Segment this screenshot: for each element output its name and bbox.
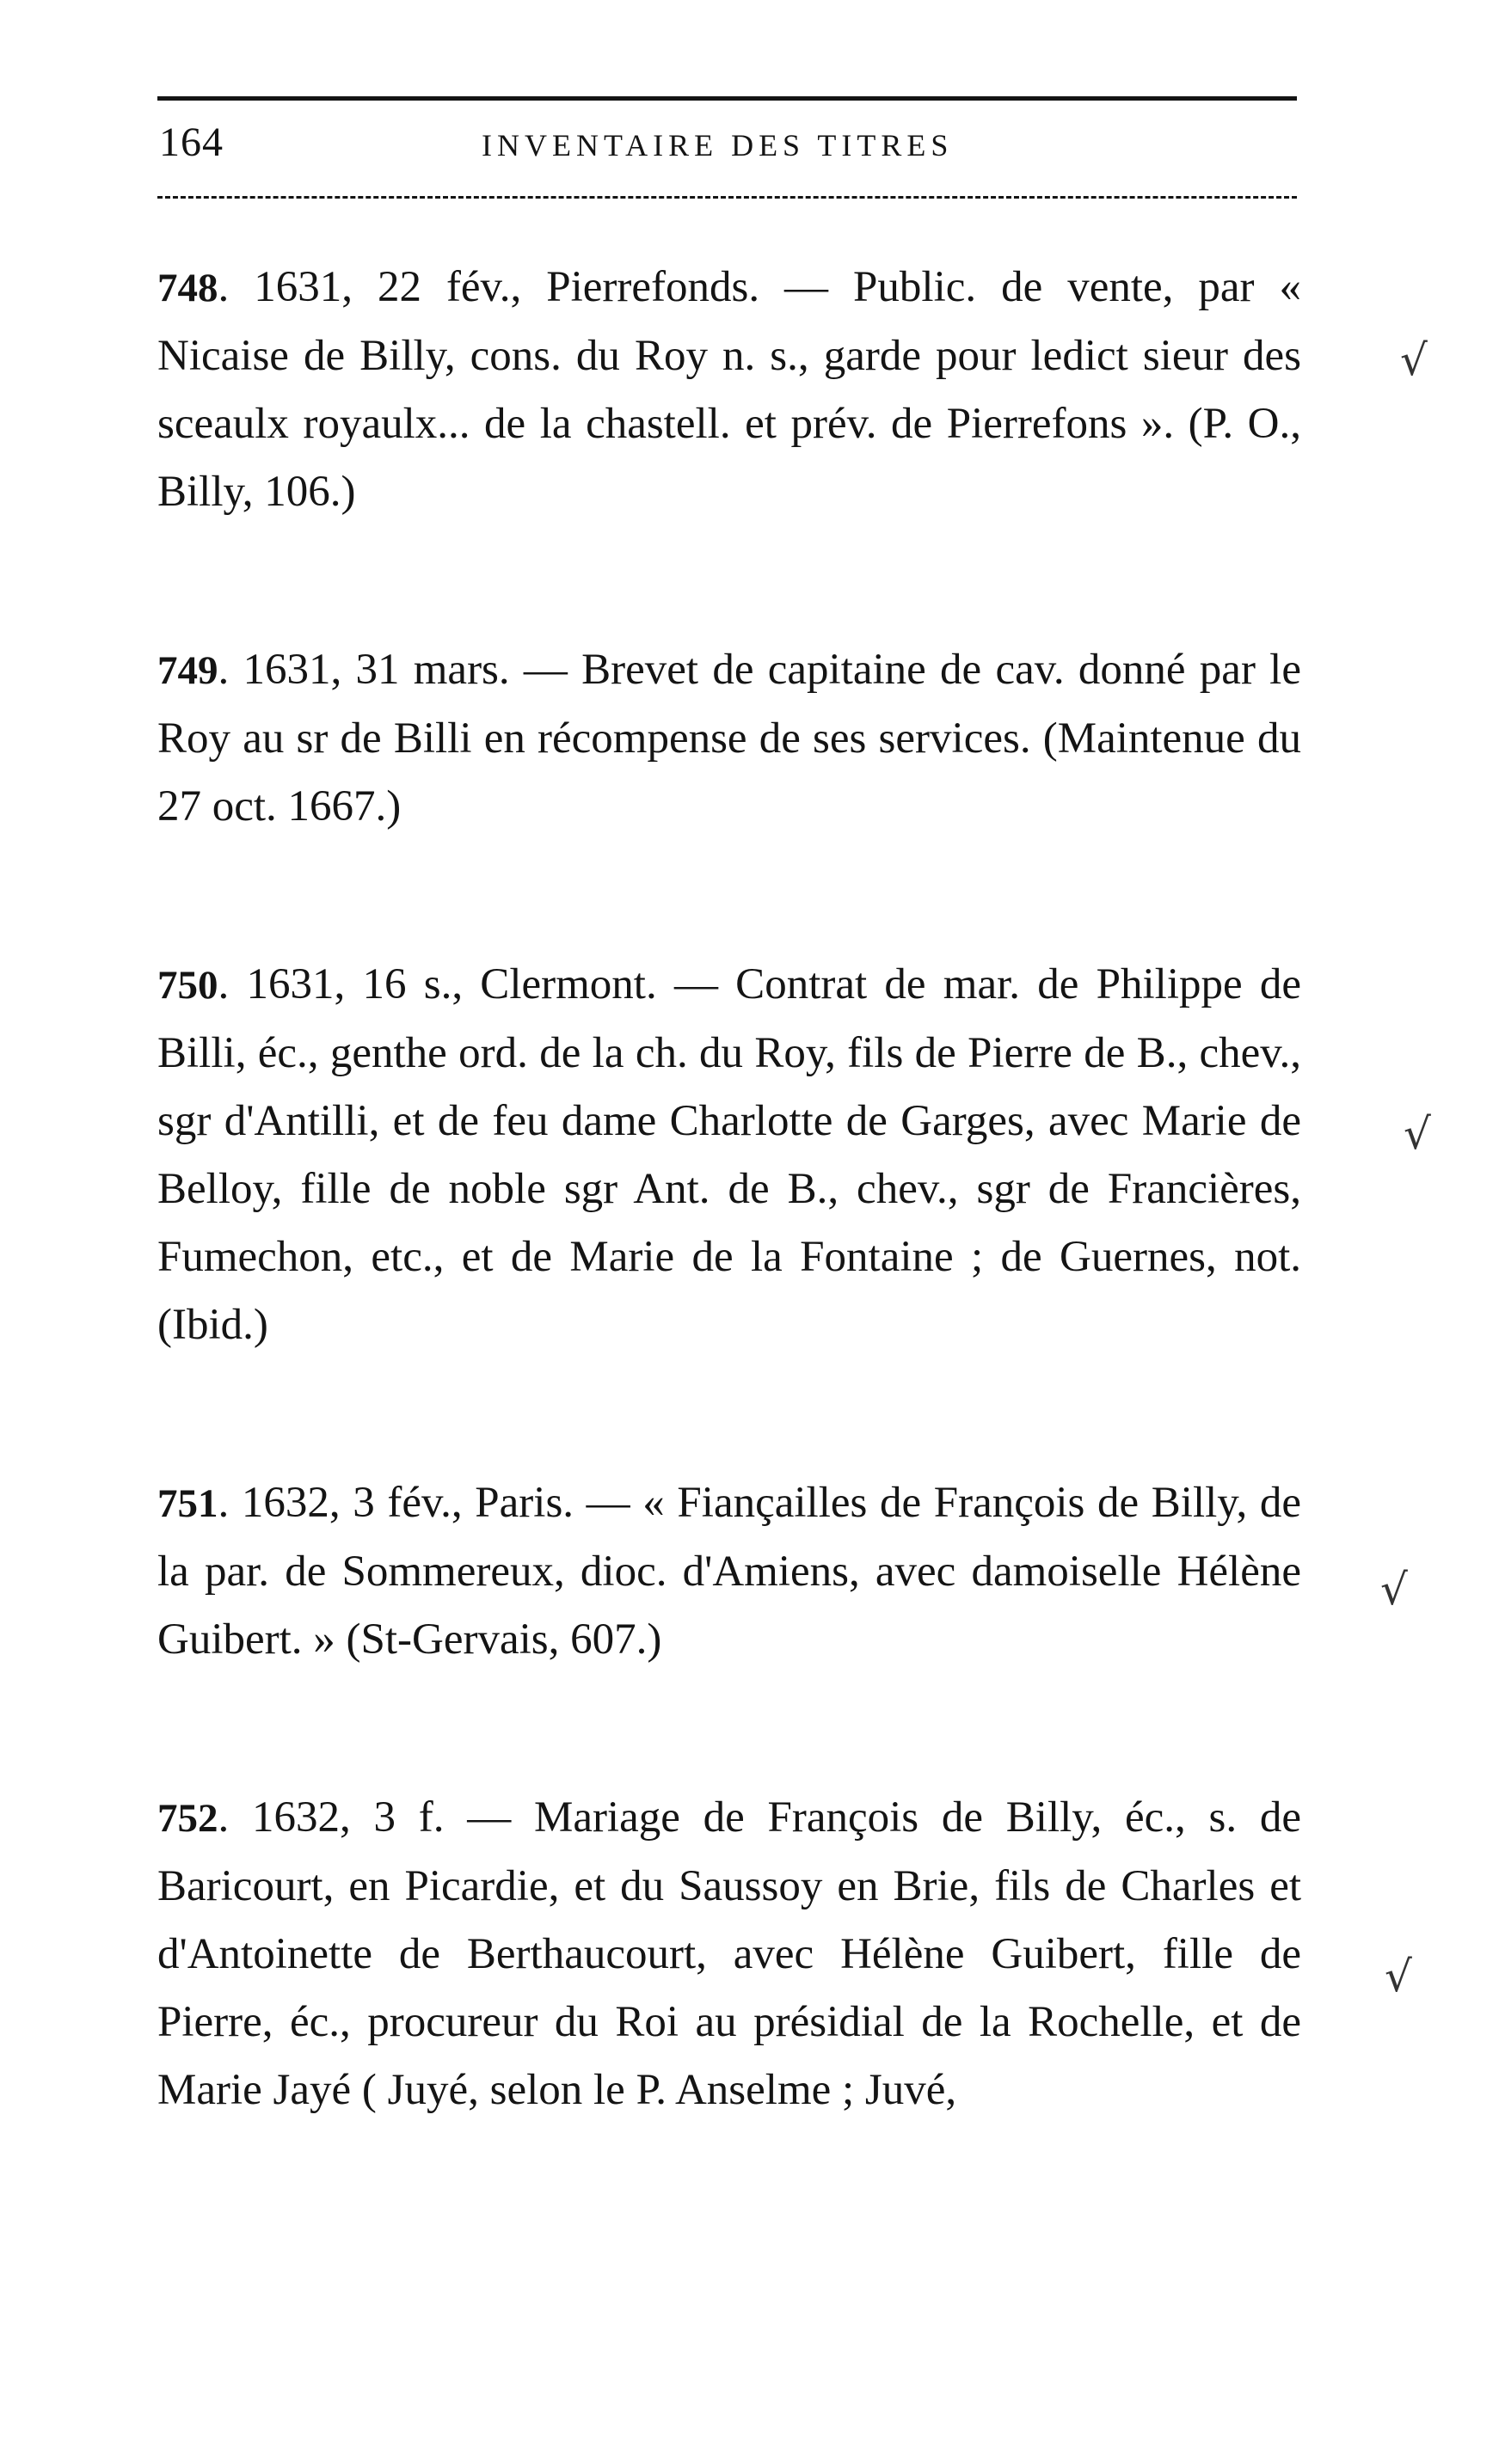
entry-751 [157, 1469, 1301, 1674]
entry-number: 750 [157, 963, 218, 1008]
entry-text: . 1631, 31 mars. — Brevet de capitaine de cav. donné par le Roy au sr de Billi en récompense de ses services. (Maintenue du 27 oct. 1667.) [157, 646, 1301, 831]
entry-752 [157, 1784, 1301, 2124]
checkmark-icon: √ [1404, 1109, 1431, 1159]
entry-text: . 1631, 16 s., Clermont. — Contrat de mar. de Philippe de Billi, éc., genthe ord. de la ch. du Roy, fils de Pierre de B., chev., sgr d'Antilli, et de feu dame Charlotte de Garges, avec Marie de Belloy, fille de noble sgr Ant. de B., chev., sgr de Francières, Fumechon, etc., et de Marie de la Fontaine ; de Guernes, not. (Ibid.) [157, 960, 1301, 1349]
entry-748 [157, 254, 1301, 526]
entry-text: . 1632, 3 f. — Mariage de François de Billy, éc., s. de Baricourt, en Picardie, et du Saussoy en Brie, fils de Charles et d'Antoinette de Berthaucourt, avec Hélène Guibert, fille de Pierre, éc., procureur du Roi au présidial de la Rochelle, et de Marie Jayé ( Juyé, selon le P. Anselme ; Juvé, [157, 1793, 1301, 2114]
entry-number: 748 [157, 266, 218, 310]
header-rule-top [157, 96, 1297, 101]
entries-list [157, 254, 1301, 2234]
entry-number: 751 [157, 1481, 218, 1526]
header-rule-bottom [157, 196, 1297, 199]
page-number: 164 [159, 120, 224, 165]
checkmark-icon: √ [1380, 1565, 1408, 1615]
entry-number: 749 [157, 648, 218, 693]
entry-750 [157, 951, 1301, 1359]
entry-text: . 1631, 22 fév., Pierrefonds. — Public. de vente, par « Nicaise de Billy, cons. du Roy n. s., garde pour ledict sieur des sceaulx royaulx... de la chastell. et prév. de Pierrefons ». (P. O., Billy, 106.) [157, 263, 1301, 516]
entry-749 [157, 636, 1301, 841]
checkmark-icon: √ [1400, 335, 1428, 385]
entry-number: 752 [157, 1796, 218, 1841]
entry-text: . 1632, 3 fév., Paris. — « Fiançailles de François de Billy, de la par. de Sommereux, dioc. d'Amiens, avec damoiselle Hélène Guibert. » (St-Gervais, 607.) [157, 1479, 1301, 1664]
checkmark-icon: √ [1385, 1952, 1412, 2001]
running-head: INVENTAIRE DES TITRES [482, 128, 954, 162]
